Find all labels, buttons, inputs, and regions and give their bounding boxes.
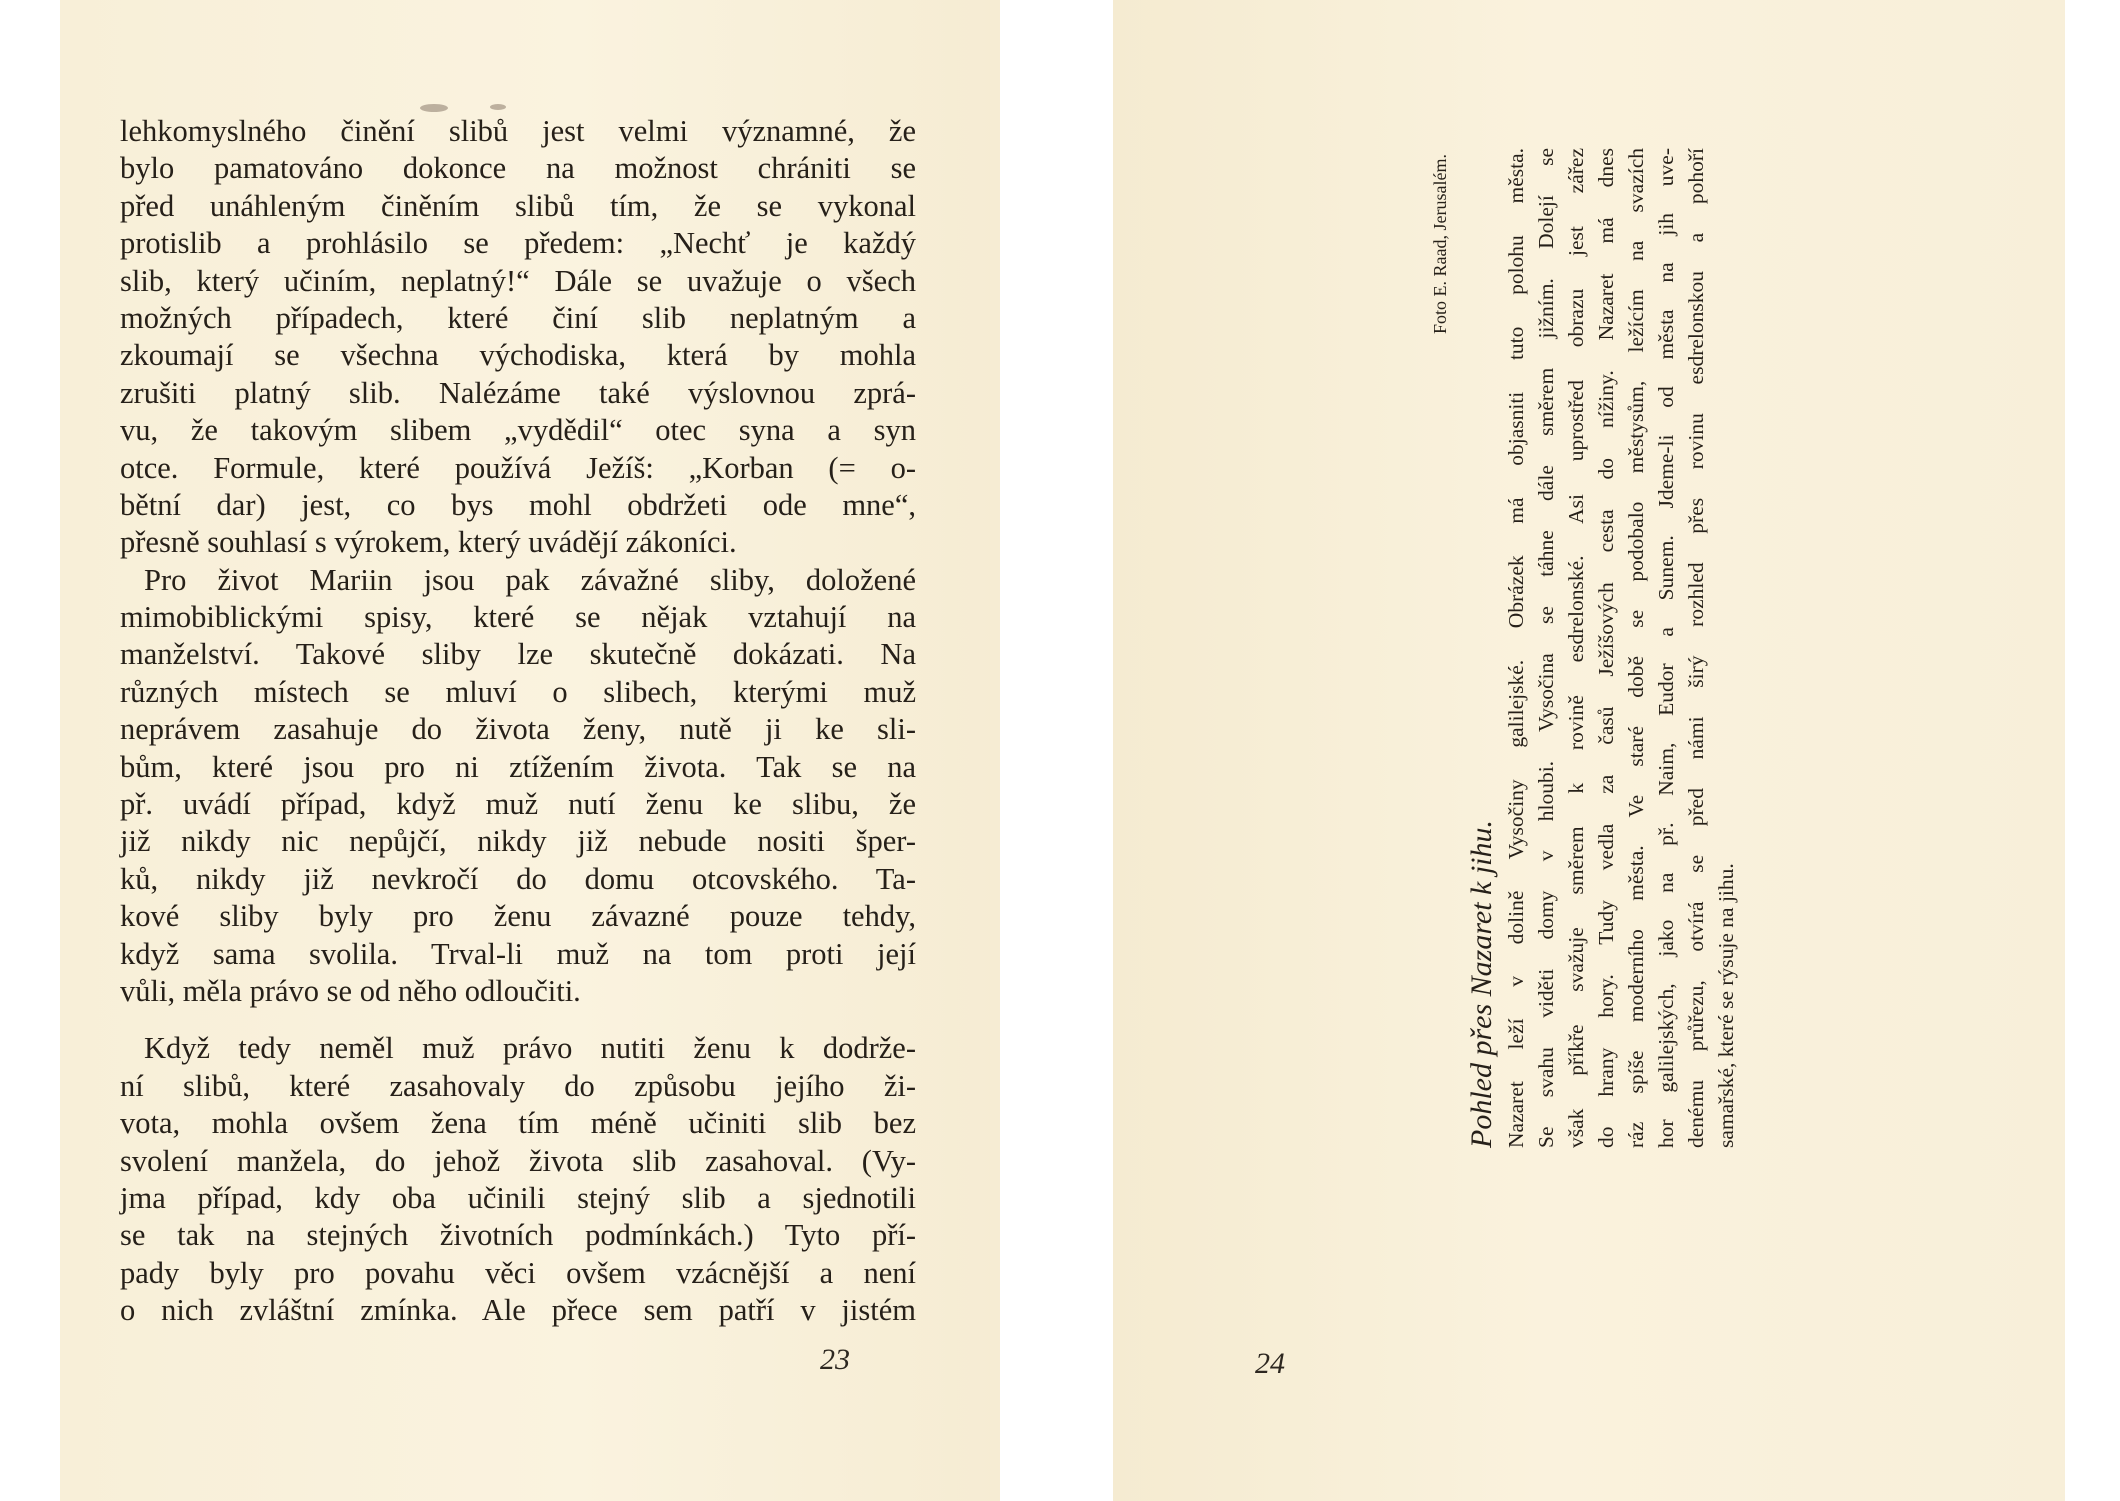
text-line: Pro život Mariin jsou pak závažné sliby, doložené [144,562,916,597]
text-line: manželství. Takové sliby lze skutečně dokázati. Na [120,637,916,672]
text-line: ní slibů, které zasahovaly do způsobu jejího ži- [120,1068,916,1103]
text-line: o nich zvláštní zmínka. Ale přece sem patří v jistém [120,1293,916,1328]
caption-line: samařské, které se rýsuje na jihu. [1714,863,1738,1148]
text-line: protislib a prohlásilo se předem: „Nechť je každý [120,226,916,261]
text-line: kové sliby byly pro ženu závazné pouze tehdy, [120,899,916,934]
caption-line: do hrany hory. Tudy vedla za časů Ježíšových cesta do nížiny. Nazaret má dnes [1594,148,1618,1148]
text-line: bům, které jsou pro ni ztížením života. Tak se na [120,749,916,784]
body-text [120,113,916,1330]
caption-line: však příkře svažuje směrem k rovině esdrelonské. Asi uprostřed obrazu jest zářez [1564,148,1588,1148]
caption-line: ráz spíše moderního města. Ve staré době se podobalo městysům, ležícím na svazích [1624,148,1648,1148]
text-line: vota, mohla ovšem žena tím méně učiniti slib bez [120,1106,916,1141]
text-line: přesně souhlasí s výrokem, který uvádějí zákoníci. [120,525,737,560]
text-line: různých místech se mluví o slibech, kterými muž [120,674,916,709]
text-line: bylo pamatováno dokonce na možnost chrániti se [120,151,916,186]
text-line: zkoumají se všechna východiska, která by mohla [120,338,916,373]
ink-smudge [490,104,506,110]
text-line: vůli, měla právo se od něho odloučiti. [120,973,581,1008]
text-line: mimobiblickými spisy, které se nějak vztahují na [120,600,916,635]
ink-smudge [420,104,448,112]
photo-caption [1425,148,1738,1148]
caption-line: Se svahu viděti domy v hloubi. Vysočina se táhne dále směrem jižním. Dolejí se [1534,148,1558,1148]
text-line: př. uvádí případ, když muž nutí ženu ke slibu, že [120,787,916,822]
caption-text [1501,148,1741,1148]
paragraph-gap [120,1010,916,1030]
text-line: před unáhleným činěním slibů tím, že se vykonal [120,188,916,223]
text-line: ků, nikdy již nevkročí do domu otcovského. Ta- [120,861,916,896]
text-line: jma případ, kdy oba učinili stejný slib a sjednotili [120,1180,916,1215]
caption-line: Nazaret leží v dolině Vysočiny galilejské. Obrázek má objasniti tuto polohu města. [1504,148,1528,1148]
text-line: pady byly pro povahu věci ovšem vzácnější a není [120,1255,916,1290]
caption-line: denému průřezu, otvírá se před námi širý rozhled přes rovinu esdrelonskou a pohoří [1684,148,1708,1148]
caption-title: Pohled přes Nazaret k jihu. [1465,819,1498,1148]
text-line: možných případech, které činí slib neplatným a [120,300,916,335]
text-line: Když tedy neměl muž právo nutiti ženu k dodrže- [144,1031,916,1066]
text-line: se tak na stejných životních podmínkách.) Tyto pří- [120,1218,916,1253]
text-line: když sama svolila. Trval-li muž na tom proti její [120,936,916,971]
text-line: bětní dar) jest, co bys mohl obdržeti ode mne“, [120,487,916,522]
text-line: otce. Formule, které používá Ježíš: „Korban (= o- [120,450,916,485]
text-line: vu, že takovým slibem „vydědil“ otec syna a syn [120,413,916,448]
text-line: lehkomyslného činění slibů jest velmi významné, že [120,114,916,148]
text-line: zrušiti platný slib. Nalézáme také výslovnou zprá- [120,375,916,410]
left-page [60,0,1000,1501]
text-line: svolení manžela, do jehož života slib zasahoval. (Vy- [120,1143,916,1178]
page-number: 24 [1255,1347,1285,1380]
right-page [1113,0,2065,1501]
text-line: neprávem zasahuje do života ženy, nutě ji ke sli- [120,712,916,747]
text-line: slib, který učiním, neplatný!“ Dále se uvažuje o všech [120,263,916,298]
caption-line: hor galilejských, jako na př. Naim, Eudor a Sunem. Jdeme-li od města na jih uve- [1654,148,1678,1148]
photo-credit: Foto E. Raad, Jerusalém. [1430,154,1450,334]
page-number: 23 [820,1343,850,1376]
text-line: již nikdy nic nepůjčí, nikdy již nebude nositi šper- [120,824,916,859]
